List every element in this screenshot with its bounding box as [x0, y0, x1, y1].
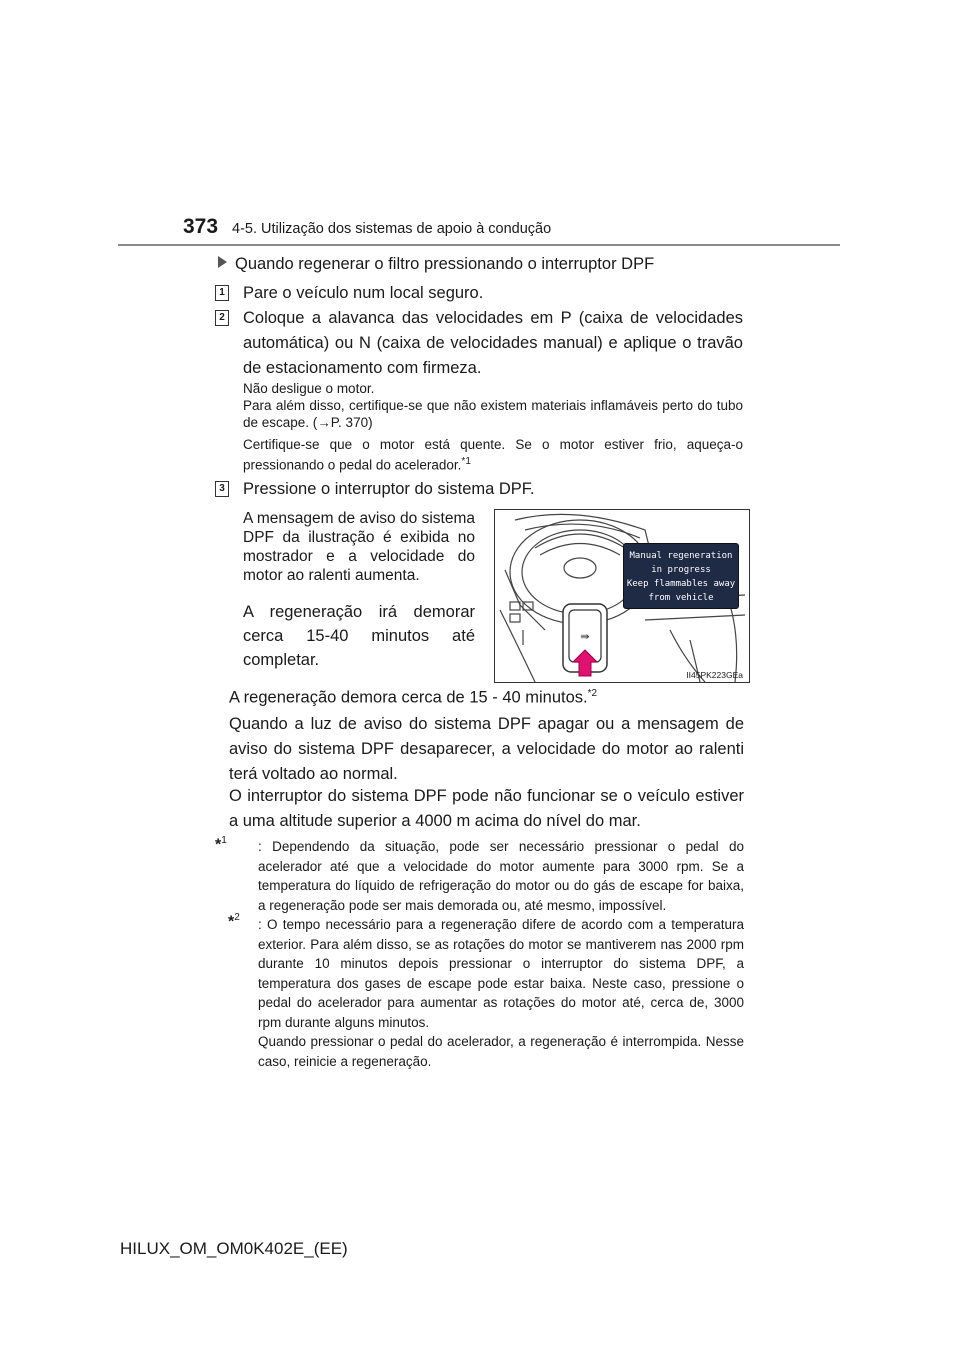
note-line: Não desligue o motor. [243, 381, 375, 396]
procedure-heading-text: Quando regenerar o filtro pressionando o interruptor DPF [235, 255, 655, 273]
figure-code: II45PK223GEa [686, 670, 743, 680]
after-paragraph-2: O interruptor do sistema DPF pode não funcionar se o veículo estiver a uma altitude superior a 4000 m acima do nível do mar. [229, 787, 744, 830]
display-line: from vehicle [648, 593, 714, 603]
footnote-ref: *2 [587, 688, 598, 699]
step-number-2: 2 [215, 310, 229, 326]
note-line: Para além disso, certifique-se que não existem materiais inflamáveis perto do tubo de escape. (→P. 370) [243, 398, 743, 430]
step-3-description: A mensagem de aviso do sistema DPF da ilustração é exibida no mostrador e a velocidade do motor ao ralenti aumenta. [243, 510, 475, 584]
footnote-ref: *1 [461, 456, 471, 467]
dpf-icon: ⇛ [580, 630, 590, 643]
duration-text: A regeneração demora cerca de 15 - 40 minutos. [229, 688, 588, 707]
step-number-1: 1 [215, 285, 229, 301]
footnote-1-text: : Dependendo da situação, pode ser necessário pressionar o pedal do acelerador até que a velocidade do motor aumente para 3000 rpm. Se a temperatura do líquido de refrigeração do motor ou do gás de escape for baixa, a regeneração pode ser mais demorada ou, até mesmo, impossível. [258, 839, 744, 913]
step-2-note-1 [243, 380, 743, 431]
triangle-bullet-icon [218, 256, 227, 268]
display-line: Manual regeneration [629, 551, 733, 561]
page-number: 373 [183, 215, 219, 238]
display-line: in progress [651, 565, 711, 575]
footnote-star: * [228, 913, 235, 931]
step-2-note-2 [243, 436, 743, 474]
regeneration-duration [229, 688, 597, 708]
note-text: Certifique-se que o motor está quente. Se o motor estiver frio, aqueça-o pressionando o pedal do acelerador. [243, 437, 743, 473]
after-paragraph-1: Quando a luz de aviso do sistema DPF apagar ou a mensagem de aviso do sistema DPF desaparecer, a velocidade do motor ao ralenti terá voltado ao normal. [229, 715, 744, 783]
display-line: Keep flammables away [626, 579, 736, 589]
footnote-number: 1 [221, 835, 227, 846]
dpf-switch-illustration [494, 509, 750, 683]
header-rule [118, 244, 840, 246]
document-code-footer: HILUX_OM_OM0K402E_(EE) [120, 1239, 348, 1258]
step-3-text: Pressione o interruptor do sistema DPF. [243, 480, 535, 498]
footnote-2-mark [228, 912, 240, 931]
warning-message-display [623, 543, 739, 609]
footnote-2-paragraph: Quando pressionar o pedal do acelerador, a regeneração é interrompida. Nesse caso, reinicie a regeneração. [258, 1034, 744, 1069]
step-3-duration-text: A regeneração irá demorar cerca 15-40 minutos até completar. [243, 603, 475, 669]
section-title: 4-5. Utilização dos sistemas de apoio à condução [232, 221, 552, 237]
footnote-number: 2 [234, 912, 240, 923]
footnote-2-text [258, 915, 744, 1071]
step-1-text: Pare o veículo num local seguro. [243, 284, 484, 302]
footnote-1-mark [215, 835, 227, 854]
footnote-star: * [215, 836, 222, 854]
step-number-3: 3 [215, 481, 229, 497]
footnote-2-paragraph: : O tempo necessário para a regeneração difere de acordo com a temperatura exterior. Para além disso, se as rotações do motor se mantiverem nas 2000 rpm durante 10 minutos depois pressionar o interruptor do sistema DPF, a temperatura dos gases de escape pode estar baixa. Neste caso, pressione o pedal do acelerador para aumentar as rotações do motor até, cerca de, 3000 rpm durante alguns minutos. [258, 917, 744, 1030]
procedure-heading [218, 255, 654, 274]
step-2-text: Coloque a alavanca das velocidades em P (caixa de velocidades automática) ou N (caixa de velocidades manual) e aplique o travão de estacionamento com firmeza. [243, 309, 743, 377]
